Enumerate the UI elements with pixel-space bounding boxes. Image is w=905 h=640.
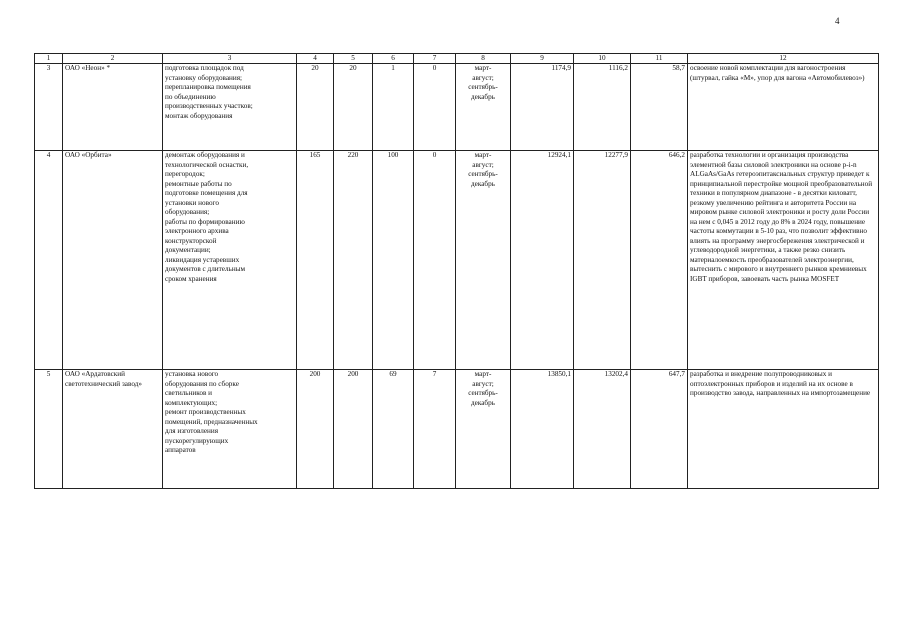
- planned-works: установка нового оборудования по сборке светильников и комплектующих; ремонт производственных помещений, предназначенных для изготовления пускорегулирующих аппаратов: [163, 370, 297, 489]
- column-header: 3: [163, 54, 297, 64]
- cell-col7: 0: [414, 151, 456, 370]
- cell-col10: 12277,9: [574, 151, 631, 370]
- cell-col4: 20: [297, 64, 334, 151]
- column-header: 4: [297, 54, 334, 64]
- column-header: 10: [574, 54, 631, 64]
- data-table: [34, 53, 879, 489]
- cell-col6: 69: [373, 370, 414, 489]
- planned-works: подготовка площадок под установку оборудования; перепланировка помещения по объединению производственных участков; монтаж оборудования: [163, 64, 297, 151]
- column-header: 11: [631, 54, 688, 64]
- period: март- август; сентябрь- декабрь: [456, 64, 511, 151]
- organization-name: ОАО «Орбита»: [63, 151, 163, 370]
- column-header: 9: [511, 54, 574, 64]
- cell-col10: 1116,2: [574, 64, 631, 151]
- column-header: 12: [688, 54, 879, 64]
- column-header: 7: [414, 54, 456, 64]
- table-row: [35, 151, 879, 370]
- column-header: 6: [373, 54, 414, 64]
- period: март- август; сентябрь- декабрь: [456, 370, 511, 489]
- cell-col5: 220: [334, 151, 373, 370]
- cell-col9: 12924,1: [511, 151, 574, 370]
- cell-col5: 20: [334, 64, 373, 151]
- period: март- август; сентябрь- декабрь: [456, 151, 511, 370]
- cell-col6: 100: [373, 151, 414, 370]
- table-row: [35, 64, 879, 151]
- cell-col9: 1174,9: [511, 64, 574, 151]
- header-row: [35, 54, 879, 64]
- column-header: 5: [334, 54, 373, 64]
- cell-col9: 13850,1: [511, 370, 574, 489]
- page-number: 4: [835, 16, 840, 26]
- cell-col4: 200: [297, 370, 334, 489]
- table-row: [35, 370, 879, 489]
- column-header: 8: [456, 54, 511, 64]
- cell-col10: 13202,4: [574, 370, 631, 489]
- expected-result: разработка и внедрение полупроводниковых и оптоэлектронных приборов и изделий на их основе в производство завода, направленных на импортозамещение: [688, 370, 879, 489]
- cell-col11: 646,2: [631, 151, 688, 370]
- cell-col7: 0: [414, 64, 456, 151]
- cell-col4: 165: [297, 151, 334, 370]
- organization-name: ОАО «Ардатовский светотехнический завод»: [63, 370, 163, 489]
- cell-col7: 7: [414, 370, 456, 489]
- organization-name: ОАО «Неон» *: [63, 64, 163, 151]
- row-number: 3: [35, 64, 63, 151]
- cell-col11: 647,7: [631, 370, 688, 489]
- column-header: 2: [63, 54, 163, 64]
- cell-col5: 200: [334, 370, 373, 489]
- column-header: 1: [35, 54, 63, 64]
- planned-works: демонтаж оборудования и технологической оснастки, перегородок; ремонтные работы по подготовке помещения для установки нового оборудования; работы по формированию электронного архива конструкторской документации; ликвидация устаревших документов с длительным сроком хранения: [163, 151, 297, 370]
- cell-col6: 1: [373, 64, 414, 151]
- expected-result: освоение новой комплектации для вагоностроения (штурвал, гайка «М», упор для вагона «Автомобилевоз»): [688, 64, 879, 151]
- cell-col11: 58,7: [631, 64, 688, 151]
- expected-result: разработка технологии и организация производства элементной базы силовой электроники на основе p-i-n ALGaAs/GaAs гетероэпитаксиальных структур приведет к принципиальной перестройке мощной преобразовательной техники в популярном диапазоне - в десятки киловатт, резкому увеличению рейтинга и авторитета России на мировом рынке силовой электроники и росту доли России на нем с 0,045 в 2012 году до 8% в 2024 году, повышение частоты коммутации в 5-10 раз, что позволит эффективно влиять на программу энергосбережения электрической и углеводородной энергетики, а также резко снизить материалоемкость преобразователей электроэнергии, вытеснить с мирового и внутреннего рынков кремниевых IGBT приборов, завоевать часть рынка MOSFET: [688, 151, 879, 370]
- row-number: 5: [35, 370, 63, 489]
- row-number: 4: [35, 151, 63, 370]
